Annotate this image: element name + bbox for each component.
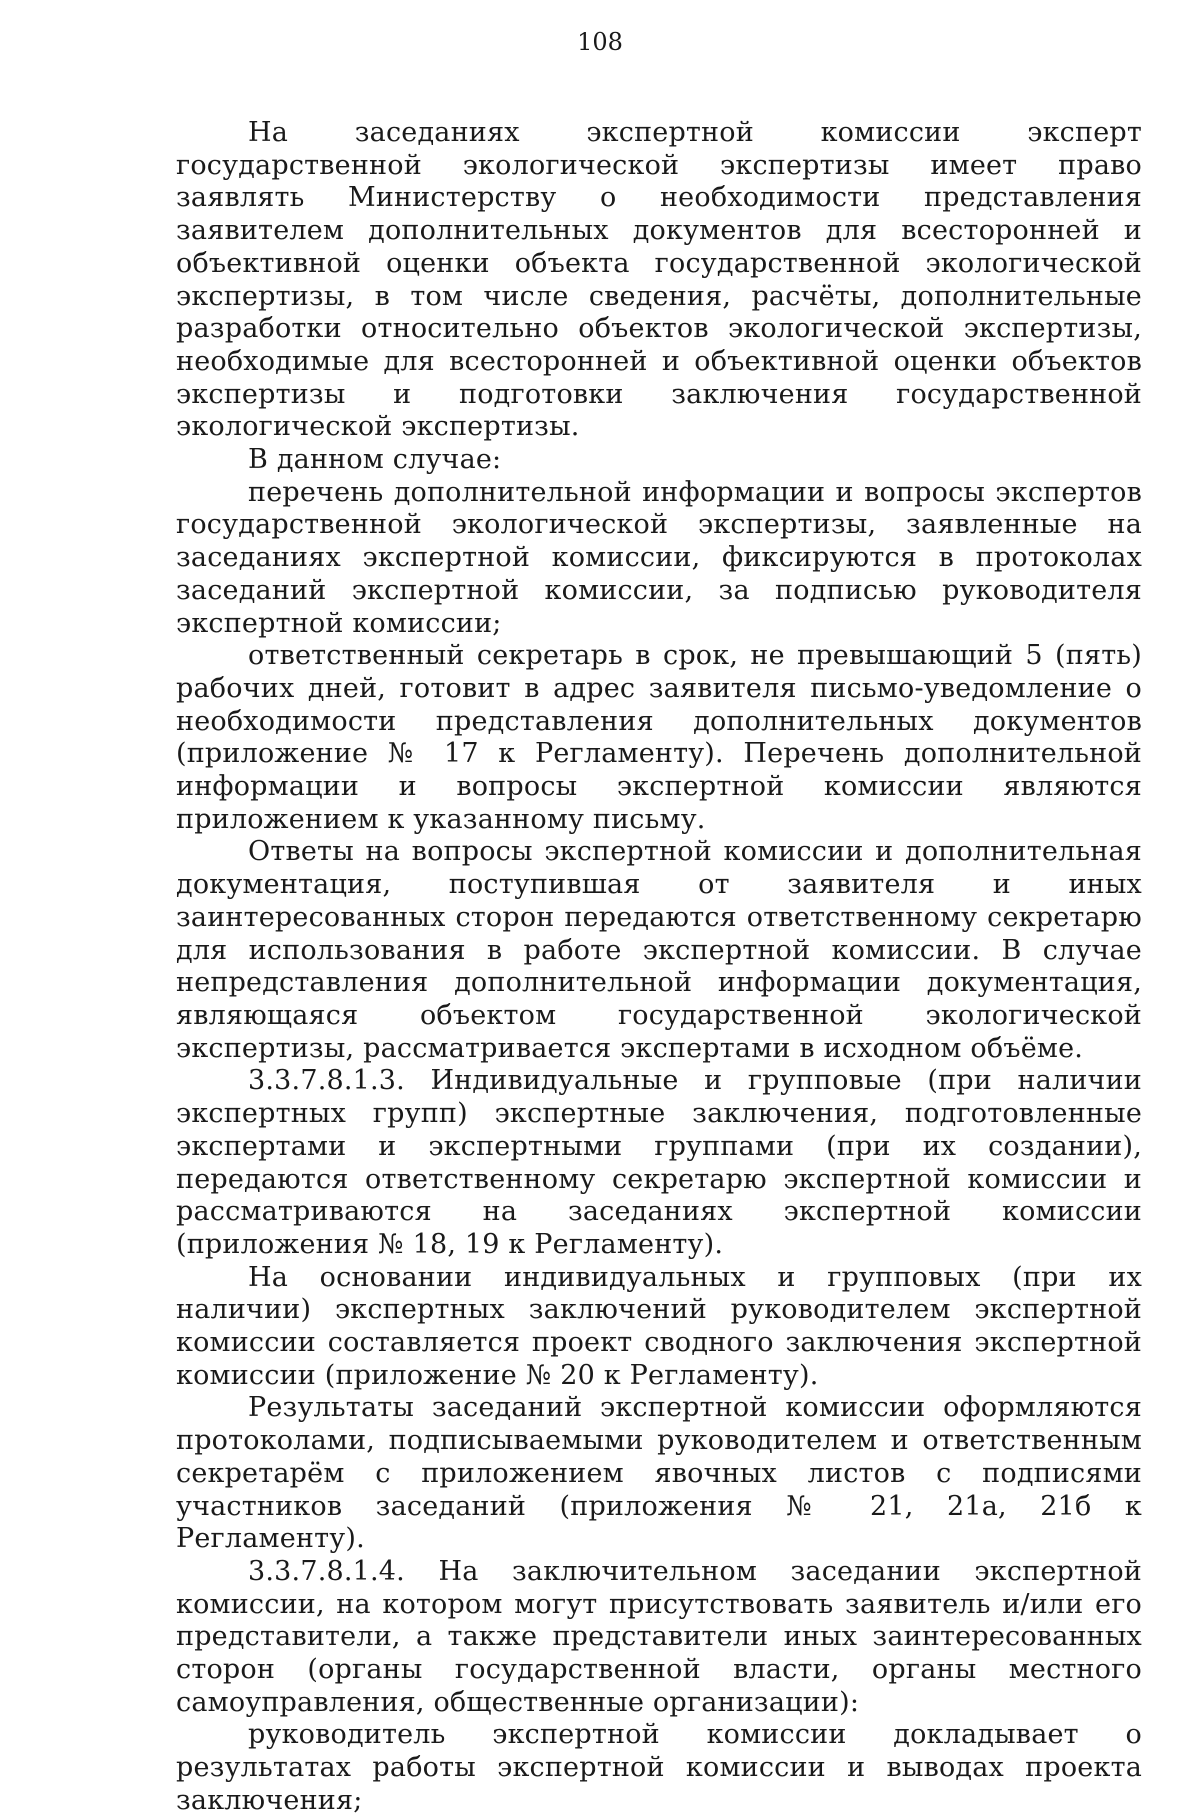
paragraph-expert-rights: На заседаниях экспертной комиссии эксперт государственной экологической экспертизы имеет право заявлять Министерству о необходимости представления заявителем дополнительных документов для всесторонней и объективной оценки объекта государственной экологической экспертизы, в том числе сведения, расчёты, дополнительные разработки относительно объектов экологической экспертизы, необходимые для всесторонней и объективной оценки объектов экспертизы и подготовки заключения государственной экологической экспертизы. <box>176 117 1142 443</box>
paragraph-answers: Ответы на вопросы экспертной комиссии и дополнительная документация, поступившая от заявителя и иных заинтересованных сторон передаются ответственному секретарю для использования в работе экспертной комиссии. В случае непредставления дополнительной информации документация, являющаяся объектом государственной экологической экспертизы, рассматривается экспертами в исходном объёме. <box>176 836 1142 1064</box>
document-body <box>176 117 1142 1818</box>
page-number: 108 <box>577 28 623 56</box>
paragraph-3-3-7-8-1-3: 3.3.7.8.1.3. Индивидуальные и групповые (при наличии экспертных групп) экспертные заключения, подготовленные экспертами и экспертными группами (при их создании), передаются ответственному секретарю экспертной комиссии и рассматриваются на заседаниях экспертной комиссии (приложения № 18, 19 к Регламенту). <box>176 1065 1142 1260</box>
paragraph-head-reports: руководитель экспертной комиссии докладывает о результатах работы экспертной комиссии и выводах проекта заключения; <box>176 1719 1142 1816</box>
paragraph-summary-draft: На основании индивидуальных и групповых (при их наличии) экспертных заключений руководителем экспертной комиссии составляется проект сводного заключения экспертной комиссии (приложение № 20 к Регламенту). <box>176 1261 1142 1391</box>
paragraph-meeting-results: Результаты заседаний экспертной комиссии оформляются протоколами, подписываемыми руководителем и ответственным секретарём с приложением явочных листов с подписями участников заседаний (приложения № 21, 21а, 21б к Регламенту). <box>176 1392 1142 1555</box>
paragraph-3-3-7-8-1-4: 3.3.7.8.1.4. На заключительном заседании экспертной комиссии, на котором могут присутствовать заявитель и/или его представители, а также представители иных заинтересованных сторон (органы государственной власти, органы местного самоуправления, общественные организации): <box>176 1555 1142 1718</box>
paragraph-secretary-notice: ответственный секретарь в срок, не превышающий 5 (пять) рабочих дней, готовит в адрес заявителя письмо-уведомление о необходимости представления дополнительных документов (приложение № 17 к Регламенту). Перечень дополнительной информации и вопросы экспертной комиссии являются приложением к указанному письму. <box>176 640 1142 835</box>
paragraph-in-this-case: В данном случае: <box>248 444 502 476</box>
paragraph-questions-list: перечень дополнительной информации и вопросы экспертов государственной экологической экспертизы, заявленные на заседаниях экспертной комиссии, фиксируются в протоколах заседаний экспертной комиссии, за подписью руководителя экспертной комиссии; <box>176 476 1142 639</box>
